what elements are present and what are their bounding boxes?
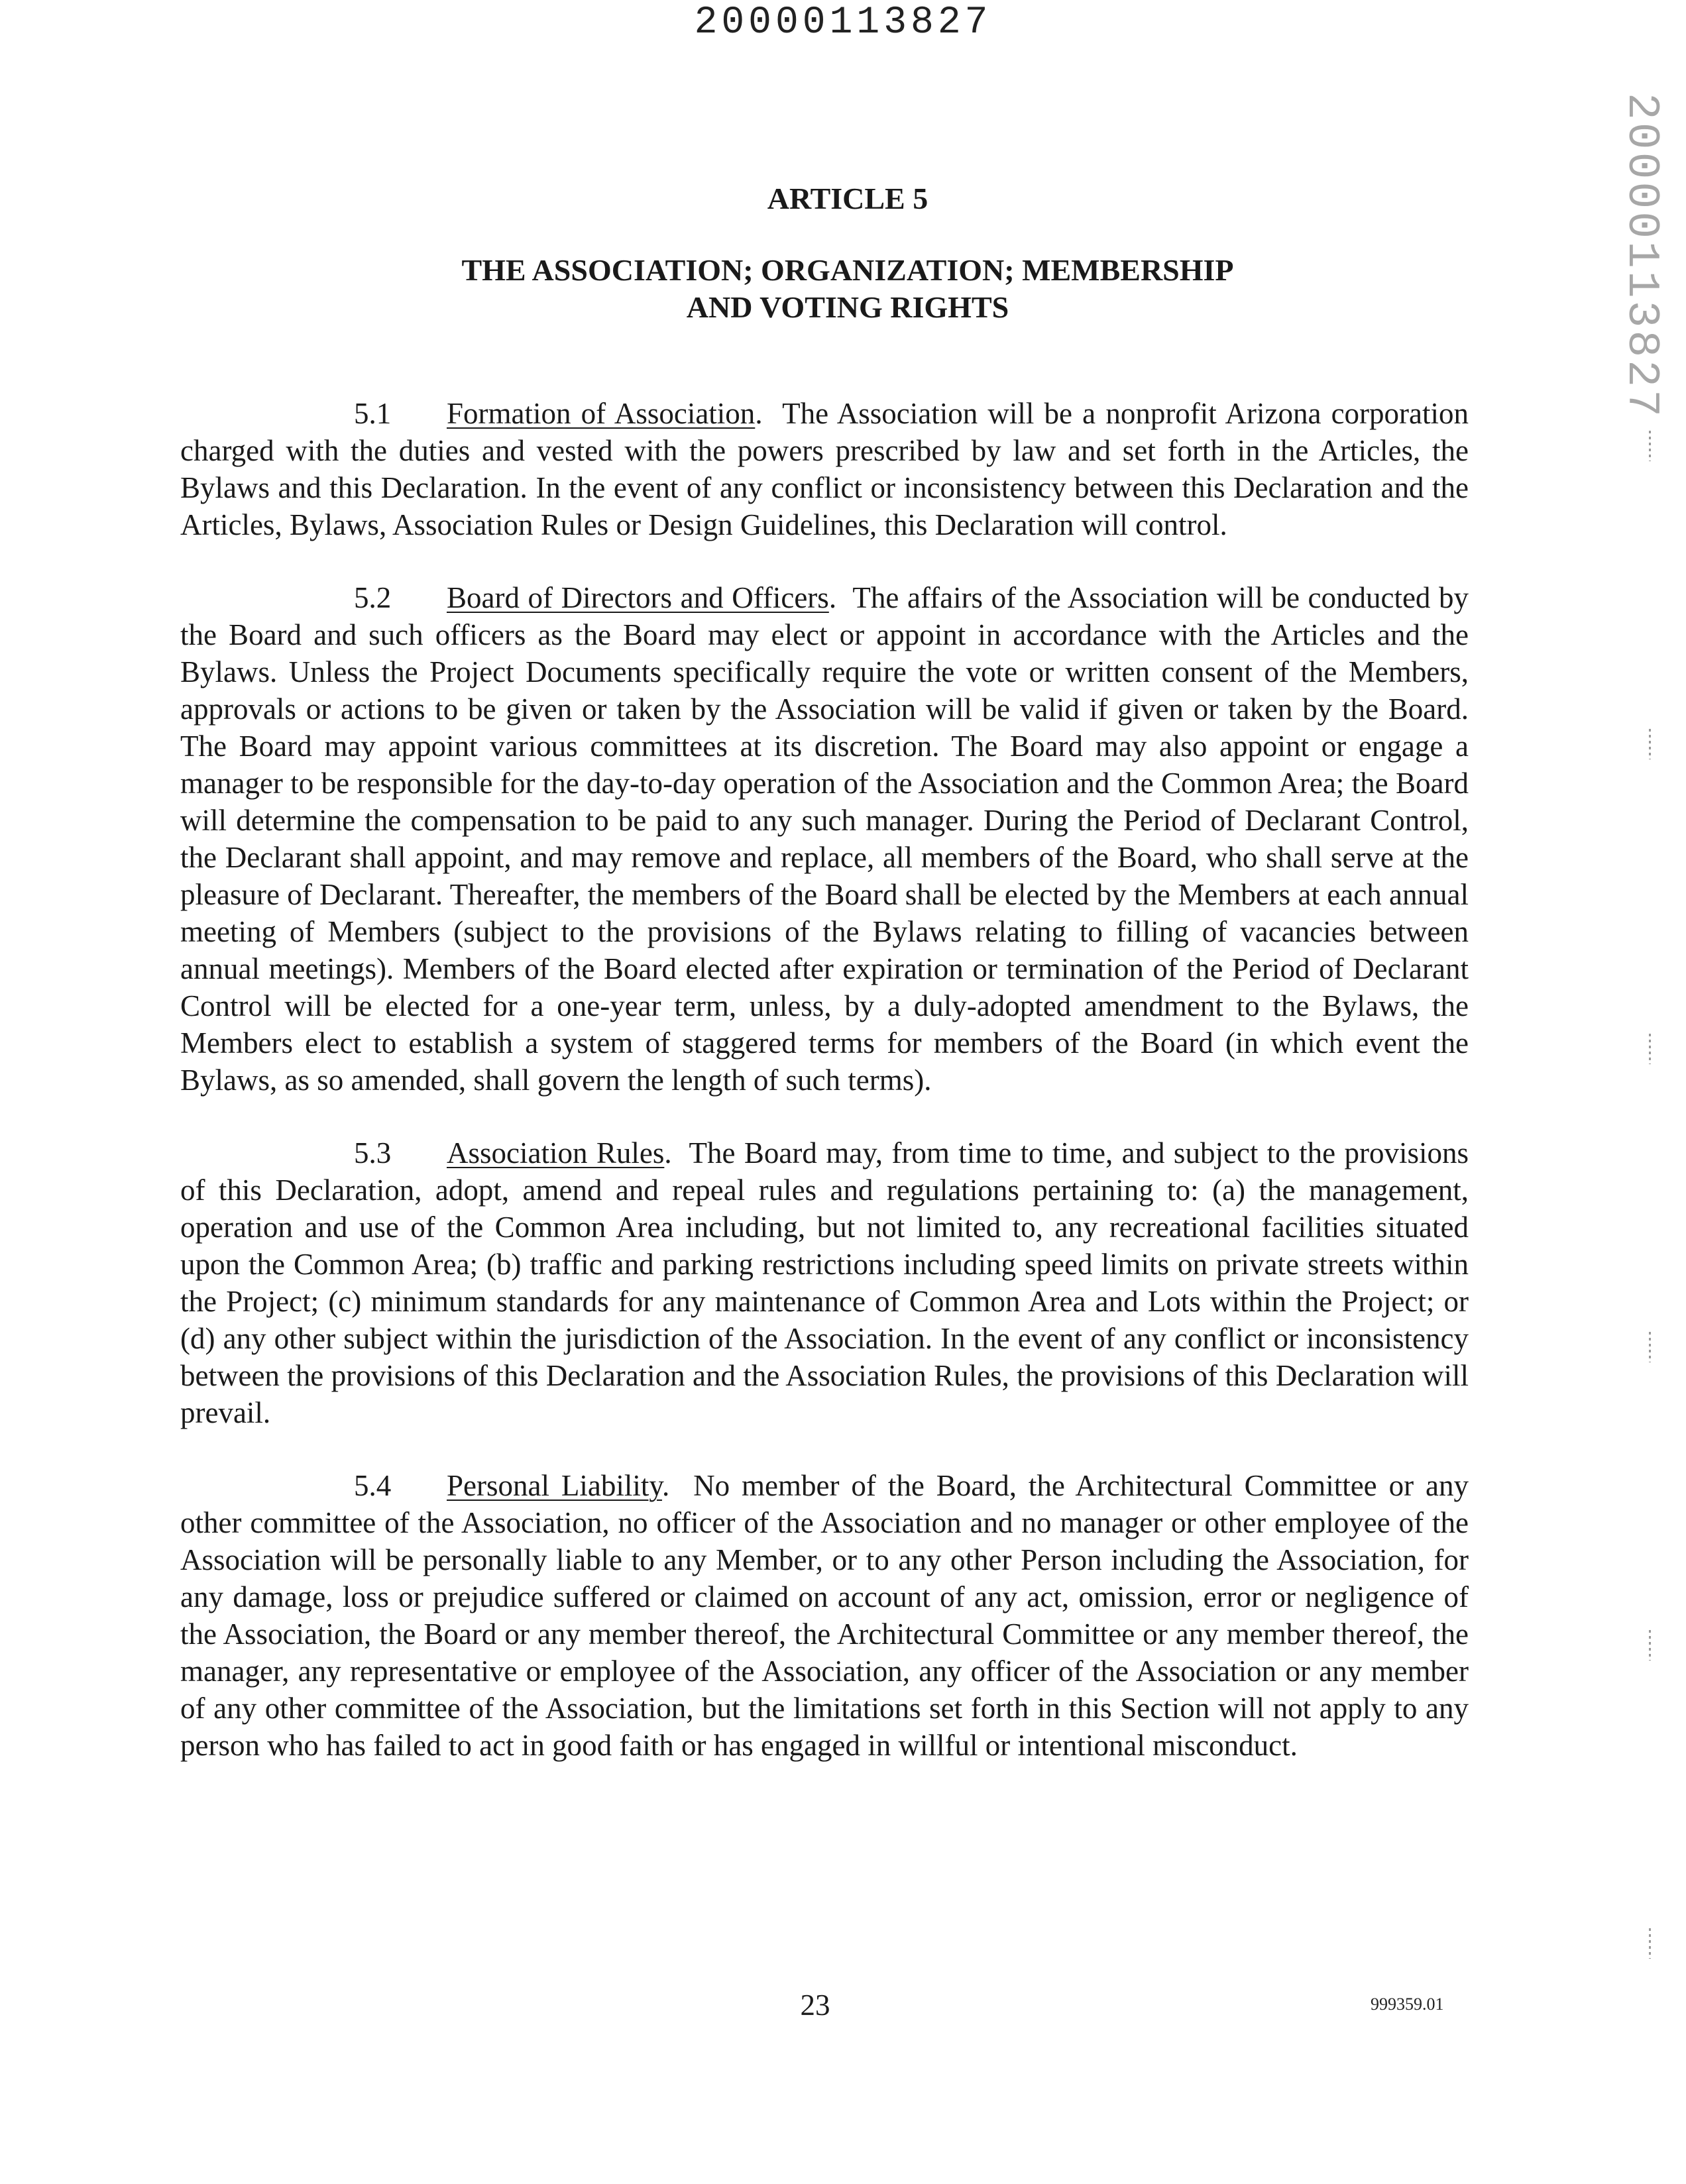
- vertical-recording-stamp: 20000113827: [1616, 93, 1667, 419]
- section-number: 5.2: [354, 581, 392, 614]
- scan-edge-mark: [1649, 431, 1651, 461]
- article-title-line-2: AND VOTING RIGHTS: [686, 290, 1009, 324]
- scan-edge-mark: [1649, 1630, 1651, 1661]
- article-title: [180, 252, 1469, 326]
- article-title-line-1: THE ASSOCIATION; ORGANIZATION; MEMBERSHIP: [461, 253, 1234, 287]
- page-number: 23: [800, 1989, 830, 2022]
- section-text: The affairs of the Association will be conducted by the Board and such officers as the Board may elect or appoint in accordance with the Articles and the Bylaws. Unless the Project Documents specifically require the vote or written consent of the Members, approvals or actions to be given or taken by the Association will be valid if given or taken by the Board. The Board may appoint various committees at its discretion. The Board may also appoint or engage a manager to be responsible for the day-to-day operation of the Association and the Common Area; the Board will determine the compensation to be paid to any such manager. During the Period of Declarant Control, the Declarant shall appoint, and may remove and replace, all members of the Board, who shall serve at the pleasure of Declarant. Thereafter, the members of the Board shall be elected by the Members at each annual meeting of Members (subject to the provisions of the Bylaws relating to filling of vacancies between annual meetings). Members of the Board elected after expiration or termination of the Period of Declarant Control will be elected for a one-year term, unless, by a duly-adopted amendment to the Bylaws, the Members elect to establish a system of staggered terms for members of the Board (in which event the Bylaws, as so amended, shall govern the length of such terms).: [180, 581, 1469, 1097]
- document-body: [180, 179, 1469, 1764]
- recording-number: 20000113827: [694, 1, 992, 44]
- scan-edge-mark: [1649, 1332, 1651, 1362]
- section-number: 5.4: [354, 1469, 392, 1502]
- section-number: 5.3: [354, 1136, 392, 1170]
- section-5-1: 5.1 Formation of Association. The Association will be a nonprofit Arizona corporation charged with the duties and vested with the powers prescribed by law and set forth in the Articles, the Bylaws and this Declaration. In the event of any conflict or inconsistency between this Declaration and the Articles, Bylaws, Association Rules or Design Guidelines, this Declaration will control.: [180, 395, 1469, 543]
- document-code: 999359.01: [1371, 1994, 1444, 2014]
- section-number: 5.1: [354, 397, 392, 430]
- scan-edge-mark: [1649, 729, 1651, 759]
- section-5-3: 5.3 Association Rules. The Board may, from time to time, and subject to the provisions of this Declaration, adopt, amend and repeal rules and regulations pertaining to: (a) the management, operation and use of the Common Area including, but not limited to, any recreational facilities situated upon the Common Area; (b) traffic and parking restrictions including speed limits on private streets within the Project; (c) minimum standards for any maintenance of Common Area and Lots within the Project; or (d) any other subject within the jurisdiction of the Association. In the event of any conflict or inconsistency between the provisions of this Declaration and the Association Rules, the provisions of this Declaration will prevail.: [180, 1134, 1469, 1431]
- section-heading: Personal Liability: [447, 1469, 662, 1502]
- scan-edge-mark: [1649, 1928, 1651, 1959]
- section-text: The Association will be a nonprofit Arizona corporation charged with the duties and vested with the powers prescribed by law and set forth in the Articles, the Bylaws and this Declaration. In the event of any conflict or inconsistency between this Declaration and the Articles, Bylaws, Association Rules or Design Guidelines, this Declaration will control.: [180, 397, 1469, 541]
- section-text: The Board may, from time to time, and subject to the provisions of this Declaration, adopt, amend and repeal rules and regulations pertaining to: (a) the management, operation and use of the Common Area including, but not limited to, any recreational facilities situated upon the Common Area; (b) traffic and parking restrictions including speed limits on private streets within the Project; (c) minimum standards for any maintenance of Common Area and Lots within the Project; or (d) any other subject within the jurisdiction of the Association. In the event of any conflict or inconsistency between the provisions of this Declaration and the Association Rules, the provisions of this Declaration will prevail.: [180, 1136, 1469, 1429]
- section-heading: Formation of Association: [447, 397, 756, 430]
- section-5-4: 5.4 Personal Liability. No member of the Board, the Architectural Committee or any other committee of the Association, no officer of the Association and no manager or other employee of the Association will be personally liable to any Member, or to any other Person including the Association, for any damage, loss or prejudice suffered or claimed on account of any act, omission, error or negligence of the Association, the Board or any member thereof, the Architectural Committee or any member thereof, the manager, any representative or employee of the Association, any officer of the Association or any member of any other committee of the Association, but the limitations set forth in this Section will not apply to any person who has failed to act in good faith or has engaged in willful or intentional misconduct.: [180, 1467, 1469, 1764]
- article-number: ARTICLE 5: [767, 182, 928, 215]
- section-5-2: 5.2 Board of Directors and Officers. The affairs of the Association will be conducted by the Board and such officers as the Board may elect or appoint in accordance with the Articles and the Bylaws. Unless the Project Documents specifically require the vote or written consent of the Members, approvals or actions to be given or taken by the Association will be valid if given or taken by the Board. The Board may appoint various committees at its discretion. The Board may also appoint or engage a manager to be responsible for the day-to-day operation of the Association and the Common Area; the Board will determine the compensation to be paid to any such manager. During the Period of Declarant Control, the Declarant shall appoint, and may remove and replace, all members of the Board, who shall serve at the pleasure of Declarant. Thereafter, the members of the Board shall be elected by the Members at each annual meeting of Members (subject to the provisions of the Bylaws relating to filling of vacancies between annual meetings). Members of the Board elected after expiration or termination of the Period of Declarant Control will be elected for a one-year term, unless, by a duly-adopted amendment to the Bylaws, the Members elect to establish a system of staggered terms for members of the Board (in which event the Bylaws, as so amended, shall govern the length of such terms).: [180, 579, 1469, 1099]
- scan-edge-mark: [1649, 1034, 1651, 1064]
- section-heading: Association Rules: [447, 1136, 665, 1170]
- section-text: No member of the Board, the Architectural Committee or any other committee of the Association, no officer of the Association and no manager or other employee of the Association will be personally liable to any Member, or to any other Person including the Association, for any damage, loss or prejudice suffered or claimed on account of any act, omission, error or negligence of the Association, the Board or any member thereof, the Architectural Committee or any member thereof, the manager, any representative or employee of the Association, any officer of the Association or any member of any other committee of the Association, but the limitations set forth in this Section will not apply to any person who has failed to act in good faith or has engaged in willful or intentional misconduct.: [180, 1469, 1469, 1762]
- section-heading: Board of Directors and Officers: [447, 581, 829, 614]
